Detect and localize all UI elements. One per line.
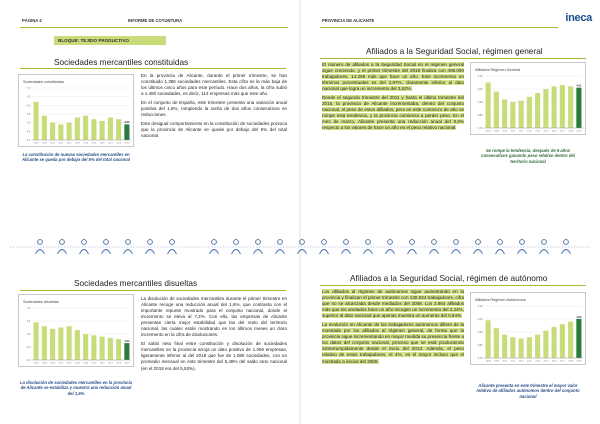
y-tick-label: 3,70	[477, 127, 483, 130]
x-tick-label: 2016	[551, 130, 557, 133]
y-tick-label: 3,70	[477, 357, 483, 360]
highlighted-text: Desde el segundo trimestre del 2011 y hasta el último trimestre del 2016, la provincia de Alicante incrementaba, dentro del conjunto nacional, el peso de estos afiliados, pero en este comienzo de año se rompe esta tendencia, y la provincia comienza a perder peso. En el mes de marzo, Alicante presenta una reducción anual del 0,8% respecto a los valores de hace un año en el peso relativo nacional.	[322, 95, 464, 131]
section-rule	[20, 68, 286, 69]
x-tick-label: 2019	[576, 360, 582, 363]
x-tick-label: 2008	[485, 360, 491, 363]
y-tick-label: 5,0	[26, 121, 31, 125]
x-tick-label: 2010	[50, 142, 56, 145]
y-tick-label: 6,0	[26, 104, 31, 108]
y-tick-label: 4,5	[26, 130, 31, 134]
bar	[494, 328, 499, 358]
bar	[510, 102, 515, 128]
person-icon-body	[36, 250, 45, 255]
x-tick-label: 2011	[58, 142, 64, 145]
y-tick-label: 4,0	[26, 139, 31, 142]
y-tick-label: 5,5	[26, 113, 31, 116]
person-icon-head	[498, 240, 503, 245]
highlighted-text: La evolución en Alicante de los trabajadores autónomos difiere de la mostrada por los afiliados al régimen general, de forma que la provincia sigue incrementando en mayor medida su presencia frente a los datos del conjunto nacional, proceso que se está produciendo ininterrumpidamente desde el inicio del 2013. Además, el peso relativo de estos trabajadores, el 4%, es el mayor incluso que el mostrado a inicios del 2008.	[322, 322, 464, 364]
caption-autonomos: Alicante presenta en este trimestre el mayor valor relativo de afiliados autónomos dentro del conjunto nacional	[476, 383, 580, 399]
bar	[34, 102, 39, 140]
x-tick-label: 2019	[124, 362, 130, 365]
y-tick-label: 4,0	[26, 346, 31, 349]
person-icon-body	[298, 250, 307, 255]
paragraph	[322, 289, 464, 319]
bar	[527, 337, 532, 358]
bar	[552, 86, 557, 128]
person-icon-body	[254, 250, 263, 255]
chart-constituidas-svg	[19, 75, 135, 148]
person-icon-body	[496, 250, 505, 255]
bar	[108, 338, 113, 360]
paragraph	[322, 322, 464, 364]
x-tick-label: 2013	[526, 360, 532, 363]
bar	[576, 88, 581, 128]
bar	[560, 85, 565, 128]
paragraph	[322, 62, 464, 92]
person-icon-body	[276, 250, 285, 255]
person-icon-body	[540, 250, 549, 255]
bar	[91, 119, 96, 140]
bar	[510, 337, 515, 358]
person-icon-body	[58, 250, 67, 255]
x-tick-label: 2009	[41, 362, 47, 365]
x-tick-label: 2012	[518, 360, 524, 363]
person-icon-body	[80, 250, 89, 255]
x-tick-label: 2009	[41, 142, 47, 145]
x-tick-label: 2013	[526, 130, 532, 133]
x-tick-label: 2009	[493, 130, 499, 133]
person-icon-head	[344, 240, 349, 245]
highlighted-text: Los afiliados al régimen de autónomos sigue aumentando en la provincia y finalizan el primer trimestre con 130.534 trabajadores, cifra que no se alcanzaba desde mediados del 2008. Los 2.864 afiliados más que los anotados hace un año recogen un incremento del 2,24%, superior al dato nacional que apenas muestra un aumento del 0,64%.	[322, 289, 464, 319]
paragraph: La disolución de sociedades mercantiles durante el primer trimestre en Alicante recoge una reducción anual del 1,6%, que contrasta con el importante repunte mostrado para el conjunto nacional, donde el incremento se eleva al 7,2%. Con ello, las empresas de Alicante presentan cierta mejor estabilidad que las del resto del territorio nacional, las cuales están mostrando en los últimos meses un claro incremento en la cifra de disoluciones.	[141, 296, 287, 338]
decorative-icon-band	[0, 232, 600, 262]
bar	[83, 116, 88, 140]
person-icon-head	[476, 240, 481, 245]
bar	[502, 335, 507, 358]
person-icon-body	[408, 250, 417, 255]
person-icon-head	[564, 240, 569, 245]
bar	[91, 335, 96, 360]
x-tick-label: 2016	[551, 360, 557, 363]
y-tick-label: 6,0	[26, 320, 31, 323]
bar	[519, 339, 524, 359]
bar	[124, 124, 129, 140]
y-tick-label: 3,90	[477, 331, 483, 334]
y-tick-label: 4,00	[477, 88, 483, 91]
section-rule	[20, 290, 286, 291]
right-page	[300, 0, 600, 424]
bar	[124, 343, 129, 360]
y-tick-label: 7,0	[26, 87, 31, 90]
y-tick-label: 3,0	[26, 359, 31, 362]
section-rule	[320, 58, 586, 59]
bar	[67, 326, 72, 360]
person-icon-body	[146, 250, 155, 255]
chart-title: Sociedades constituidas	[23, 80, 64, 84]
person-icon-head	[432, 240, 437, 245]
block-tag: BLOQUE: TEJIDO PRODUCTIVO	[54, 36, 166, 45]
bar	[50, 329, 55, 360]
y-tick-label: 5,0	[26, 333, 31, 336]
chart-sociedades-disueltas	[18, 294, 134, 367]
section-title-constituted: Sociedades mercantiles constituidas	[54, 57, 189, 67]
x-tick-label: 2009	[493, 360, 499, 363]
section-title-autonomos: Afiliados a la Seguridad Social, régimen de autónomo	[350, 273, 548, 283]
header-report-title: INFORME DE COYUNTURA	[128, 18, 183, 23]
x-tick-label: 2008	[485, 130, 491, 133]
bar	[83, 334, 88, 360]
x-tick-label: 2014	[83, 362, 89, 365]
bar	[552, 327, 557, 358]
person-icon-head	[170, 240, 175, 245]
bar	[116, 339, 121, 360]
bar	[502, 99, 507, 128]
text-general	[322, 62, 464, 135]
header-page-number: PÁGINA 4	[22, 18, 42, 23]
bar	[58, 124, 63, 140]
bar	[42, 116, 47, 140]
bar	[543, 331, 548, 358]
section-title-general: Afiliados a la Seguridad Social, régimen general	[366, 46, 543, 56]
ineca-logo	[565, 12, 592, 24]
x-tick-label: 2016	[99, 142, 105, 145]
y-tick-label: 4,10	[477, 305, 483, 308]
y-tick-label: 3,90	[477, 101, 483, 104]
bar	[527, 97, 532, 128]
bar	[576, 319, 581, 358]
bar	[34, 322, 39, 360]
x-tick-label: 2010	[502, 360, 508, 363]
section-rule	[320, 285, 586, 286]
chart-afiliados-general	[470, 62, 586, 135]
x-tick-label: 2015	[91, 142, 97, 145]
x-tick-label: 2016	[99, 362, 105, 365]
chart-afiliados-autonomos	[470, 292, 586, 365]
x-tick-label: 2010	[502, 130, 508, 133]
person-icon-head	[542, 240, 547, 245]
section-title-dissolved: Sociedades mercantiles disueltas	[74, 278, 198, 288]
bar	[494, 92, 499, 128]
bar	[108, 117, 113, 140]
x-tick-label: 2008	[33, 142, 39, 145]
bar	[560, 324, 565, 358]
y-tick-label: 4,10	[477, 75, 483, 78]
paragraph: En el conjunto de España, este trimestre presenta una variación anual positiva del 1,5%, rompiendo la racha de dos años consecutivos en reducciones.	[141, 100, 287, 118]
x-tick-label: 2011	[510, 360, 516, 363]
person-icon-body	[342, 250, 351, 255]
bar	[535, 335, 540, 358]
bar	[58, 328, 63, 361]
x-tick-label: 2015	[543, 360, 549, 363]
caption-general: Se rompe la tendencia, después de 9 años consecutivos ganando peso relativo dentro del territorio nacional	[481, 148, 575, 164]
page-gutter	[299, 0, 301, 424]
y-tick-label: 3,80	[477, 114, 483, 117]
bar	[100, 337, 105, 360]
x-tick-label: 2018	[568, 360, 574, 363]
person-icon-head	[126, 240, 131, 245]
x-tick-label: 2013	[74, 362, 80, 365]
person-icon-body	[364, 250, 373, 255]
person-icon-head	[388, 240, 393, 245]
person-icon-body	[232, 250, 241, 255]
chart-autonomos-svg	[471, 293, 587, 366]
x-tick-label: 2014	[83, 142, 89, 145]
chart-title: Afiliados Régimen Autónomos	[475, 298, 526, 302]
x-tick-label: 2012	[518, 130, 524, 133]
paragraph	[322, 95, 464, 131]
header-section: PROVINCIA DE ALICANTE	[322, 18, 375, 23]
person-icon-head	[520, 240, 525, 245]
header-rule	[20, 27, 288, 28]
person-icon-head	[454, 240, 459, 245]
x-tick-label: 2019	[576, 130, 582, 133]
person-icon-body	[124, 250, 133, 255]
text-constituted	[141, 73, 287, 142]
y-tick-label: 3,80	[477, 344, 483, 347]
person-icon-body	[562, 250, 571, 255]
logo-text: ineca	[565, 12, 592, 24]
caption-dissolved: La disolución de sociedades mercantiles en la provincia de Alicante se estabiliza y muestra una reducción anual del 1,6%	[20, 380, 132, 396]
bar	[75, 117, 80, 140]
person-icon-body	[102, 250, 111, 255]
data-label: 4,00	[576, 315, 582, 319]
x-tick-label: 2018	[116, 142, 122, 145]
bar	[568, 86, 573, 128]
x-tick-label: 2015	[543, 130, 549, 133]
chart-title: Afiliados Régimen General	[475, 68, 521, 72]
person-icon-head	[322, 240, 327, 245]
x-tick-label: 2014	[535, 360, 541, 363]
person-icon-head	[278, 240, 283, 245]
chart-title: Sociedades disueltas	[23, 300, 59, 304]
person-icon-body	[430, 250, 439, 255]
paragraph: En la provincia de Alicante, durante el primer trimestre, se han constituido 1.386 sociedades mercantiles. Esta cifra es la más baja de los últimos cinco años para este período. Hace dos años, la cifra subió a 1.480 sociedades, es decir, 114 empresas más que este año.	[141, 73, 287, 97]
x-tick-label: 2010	[50, 362, 56, 365]
x-tick-label: 2011	[58, 362, 64, 365]
x-tick-label: 2018	[568, 130, 574, 133]
paragraph: El saldo neto final entre constitución y disolución de sociedades mercantiles en la provincia arroja un dato positivo de 1.056 empresas, ligeramente inferior al del 2018 que fue de 1.080 sociedades, con un promedio mensual en este trimestre del 5,48% del saldo neto nacional (en el 2018 era del 5,53%).	[141, 341, 287, 371]
person-icon-head	[60, 240, 65, 245]
data-label: 4,93	[124, 121, 130, 125]
person-icon-body	[452, 250, 461, 255]
bar	[535, 93, 540, 128]
x-tick-label: 2018	[116, 362, 122, 365]
person-icon-head	[234, 240, 239, 245]
header-rule	[320, 27, 558, 28]
x-tick-label: 2011	[510, 130, 516, 133]
highlighted-text: El número de afiliados a la Seguridad Social en el régimen general sigue creciendo, y el primer trimestre del 2019 finaliza con 496.090 trabajadores, 14.289 más que hace un año. Este incremento en términos porcentuales es del 2,97%, claramente inferior al dato nacional que logra un incremento del 3,62%.	[322, 62, 464, 92]
x-tick-label: 2012	[66, 362, 72, 365]
person-icon-head	[38, 240, 43, 245]
bar	[486, 320, 491, 358]
bar	[50, 123, 55, 140]
bar	[519, 101, 524, 128]
y-tick-label: 4,00	[477, 318, 483, 321]
person-icon-body	[518, 250, 527, 255]
person-icon-head	[148, 240, 153, 245]
caption-constituted: La constitución de nuevas sociedades mercantiles en Alicante se queda por debajo del 5% del total nacional	[22, 152, 130, 163]
person-icon-head	[410, 240, 415, 245]
data-label: 4,01	[576, 84, 582, 88]
x-tick-label: 2017	[559, 360, 565, 363]
x-tick-label: 2015	[91, 362, 97, 365]
x-tick-label: 2008	[33, 362, 39, 365]
person-icon-head	[212, 240, 217, 245]
person-icon-body	[320, 250, 329, 255]
x-tick-label: 2017	[107, 142, 113, 145]
bar	[543, 89, 548, 128]
person-icon-body	[474, 250, 483, 255]
text-dissolved	[141, 296, 287, 375]
x-tick-label: 2013	[74, 142, 80, 145]
chart-general-svg	[471, 63, 587, 136]
chart-disueltas-svg	[19, 295, 135, 368]
x-tick-label: 2014	[535, 130, 541, 133]
data-label: 4,34	[124, 339, 130, 343]
person-icon-body	[386, 250, 395, 255]
bar	[486, 83, 491, 129]
chart-sociedades-constituidas	[18, 74, 134, 147]
person-icon-head	[256, 240, 261, 245]
x-tick-label: 2012	[66, 142, 72, 145]
person-icon-head	[366, 240, 371, 245]
bar	[75, 330, 80, 360]
person-icon-head	[82, 240, 87, 245]
person-icon-body	[168, 250, 177, 255]
person-icon-body	[210, 250, 219, 255]
bar	[568, 322, 573, 358]
person-icon-head	[300, 240, 305, 245]
bar	[42, 326, 47, 360]
y-tick-label: 7,0	[26, 307, 31, 310]
person-icon-head	[104, 240, 109, 245]
paragraph: Este desigual comportamiento en la constitución de sociedades provoca que la provincia de Alicante se quede por debajo del 5% del total nacional.	[141, 121, 287, 139]
bar	[67, 123, 72, 140]
x-tick-label: 2017	[559, 130, 565, 133]
bar	[116, 119, 121, 140]
text-autonomos	[322, 289, 464, 368]
x-tick-label: 2017	[107, 362, 113, 365]
y-tick-label: 6,5	[26, 95, 31, 99]
bar	[100, 121, 105, 140]
x-tick-label: 2019	[124, 142, 130, 145]
